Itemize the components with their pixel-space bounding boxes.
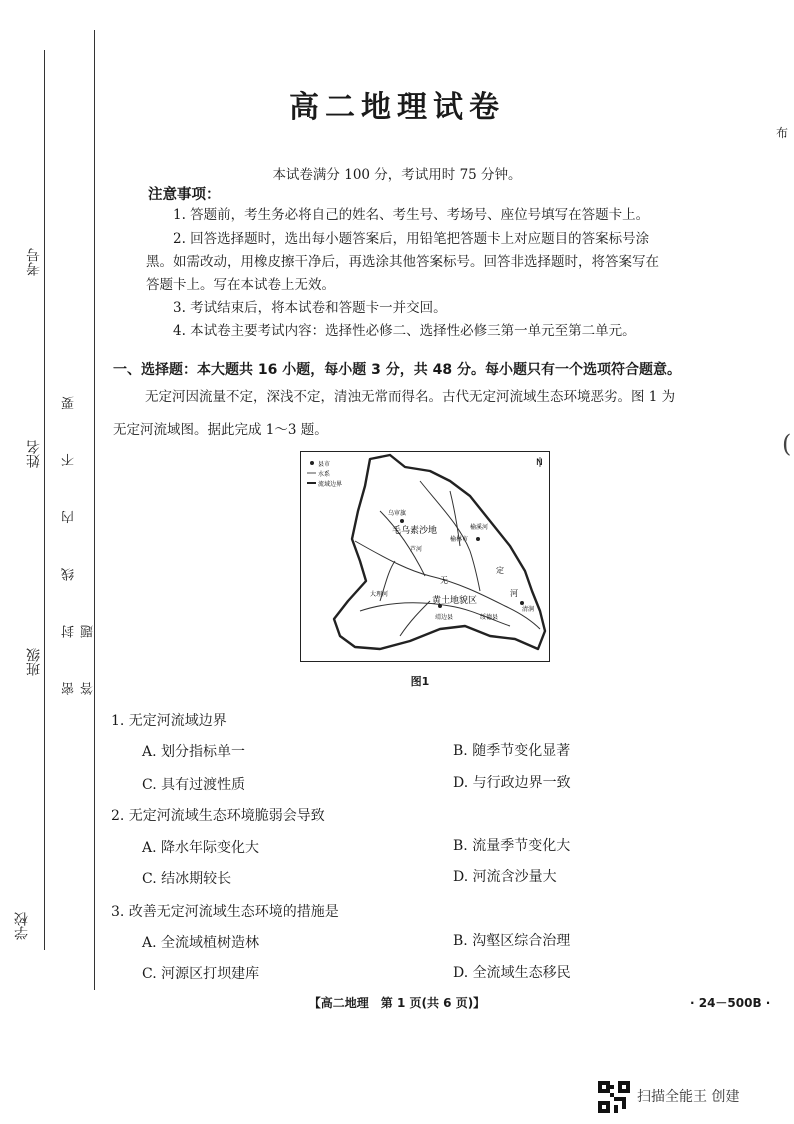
region-muus: 毛乌素沙地: [392, 526, 438, 536]
legend-city-icon: [310, 461, 314, 465]
city-dingbian: 靖边县: [435, 614, 454, 621]
city-yulin: 榆林市: [450, 536, 469, 543]
basin-map: [300, 451, 550, 662]
river-luhe-label: 芦河: [410, 546, 423, 553]
passage-line-2: 无定河流域图。据此完成 1～3 题。: [113, 422, 328, 438]
legend-river: 水系: [318, 471, 331, 478]
city-wushen: 乌审旗: [388, 510, 407, 517]
corner-mark: 布: [776, 126, 789, 140]
q1-option-b[interactable]: B. 随季节变化显著: [453, 743, 571, 759]
passage-line-1: 无定河因流量不定，深浅不定，清浊无常而得名。古代无定河流域生态环境恶劣。图 1 为: [145, 389, 676, 405]
xuexiao-label: 学校: [14, 912, 30, 940]
river-yuxi-label: 榆溪河: [470, 524, 489, 531]
notice-item-2-end: 答题卡上。写在本试卷上无效。: [146, 277, 335, 293]
qr-code-icon: [598, 1081, 630, 1113]
city-wushen-icon: [400, 519, 404, 523]
notice-item-4: 4. 本试卷主要考试内容：选择性必修二、选择性必修三第一单元至第二单元。: [173, 323, 636, 339]
exam-intro: 本试卷满分 100 分，考试用时 75 分钟。: [272, 167, 522, 183]
region-loess: 黄土地貌区: [432, 596, 478, 606]
figure-caption: 图1: [410, 675, 430, 688]
page-title: 高二地理试卷: [289, 90, 505, 125]
city-yulin-icon: [476, 537, 480, 541]
river-dali-label: 大理河: [370, 591, 389, 598]
q2-option-a[interactable]: A. 降水年际变化大: [142, 840, 260, 856]
q1-option-d[interactable]: D. 与行政边界一致: [453, 775, 571, 791]
q2-option-b[interactable]: B. 流量季节变化大: [453, 838, 571, 854]
question-2-stem: 2. 无定河流域生态环境脆弱会导致: [111, 808, 325, 824]
question-3-stem: 3. 改善无定河流域生态环境的措施是: [111, 904, 339, 920]
paper-code: · 24－500B ·: [690, 996, 771, 1010]
q3-option-c[interactable]: C. 河源区打坝建库: [142, 966, 260, 982]
seal-warning: 密 封 线 内 不 要 答 题: [62, 376, 96, 695]
river-label-he: 河: [510, 589, 518, 598]
notice-item-1: 1. 答题前，考生务必将自己的姓名、考生号、考场号、座位号填写在答题卡上。: [173, 207, 650, 223]
scanner-watermark: 扫描全能王 创建: [637, 1089, 740, 1105]
question-1-stem: 1. 无定河流域边界: [111, 713, 227, 729]
city-zizhou: 绥德县: [480, 614, 499, 621]
edge-bracket: (: [782, 430, 792, 458]
notice-heading: 注意事项：: [148, 187, 221, 203]
q2-option-d[interactable]: D. 河流含沙量大: [453, 869, 557, 885]
notice-item-3: 3. 考试结束后，将本试卷和答题卡一并交回。: [173, 300, 447, 316]
north-arrow-label: N: [536, 458, 543, 468]
page-footer: 【高二地理 第 1 页(共 6 页)】: [308, 996, 486, 1010]
q1-option-c[interactable]: C. 具有过渡性质: [142, 777, 246, 793]
banji-label: 班级: [26, 648, 42, 676]
xingming-label: 姓名: [26, 440, 42, 468]
section-heading: 一、选择题：本大题共 16 小题，每小题 3 分，共 48 分。每小题只有一个选项符合题意。: [113, 362, 681, 378]
legend-boundary: 流域边界: [318, 481, 343, 488]
notice-item-2-cont: 黑。如需改动，用橡皮擦干净后，再选涂其他答案标号。回答非选择题时，将答案写在: [146, 254, 659, 270]
kaohao-label: 考号: [26, 248, 42, 276]
notice-item-2: 2. 回答选择题时，选出每小题答案后，用铅笔把答题卡上对应题目的答案标号涂: [173, 231, 650, 247]
q3-option-b[interactable]: B. 沟壑区综合治理: [453, 933, 571, 949]
river-label-wu: 无: [440, 576, 448, 585]
city-qingjian-icon: [520, 601, 524, 605]
q2-option-c[interactable]: C. 结冰期较长: [142, 871, 232, 887]
q1-option-a[interactable]: A. 划分指标单一: [142, 744, 246, 760]
legend-city: 县市: [318, 461, 331, 468]
city-qingjian: 清涧: [522, 606, 535, 613]
q3-option-d[interactable]: D. 全流域生态移民: [453, 965, 571, 981]
river-label-ding: 定: [496, 566, 504, 575]
q3-option-a[interactable]: A. 全流域植树造林: [142, 935, 260, 951]
